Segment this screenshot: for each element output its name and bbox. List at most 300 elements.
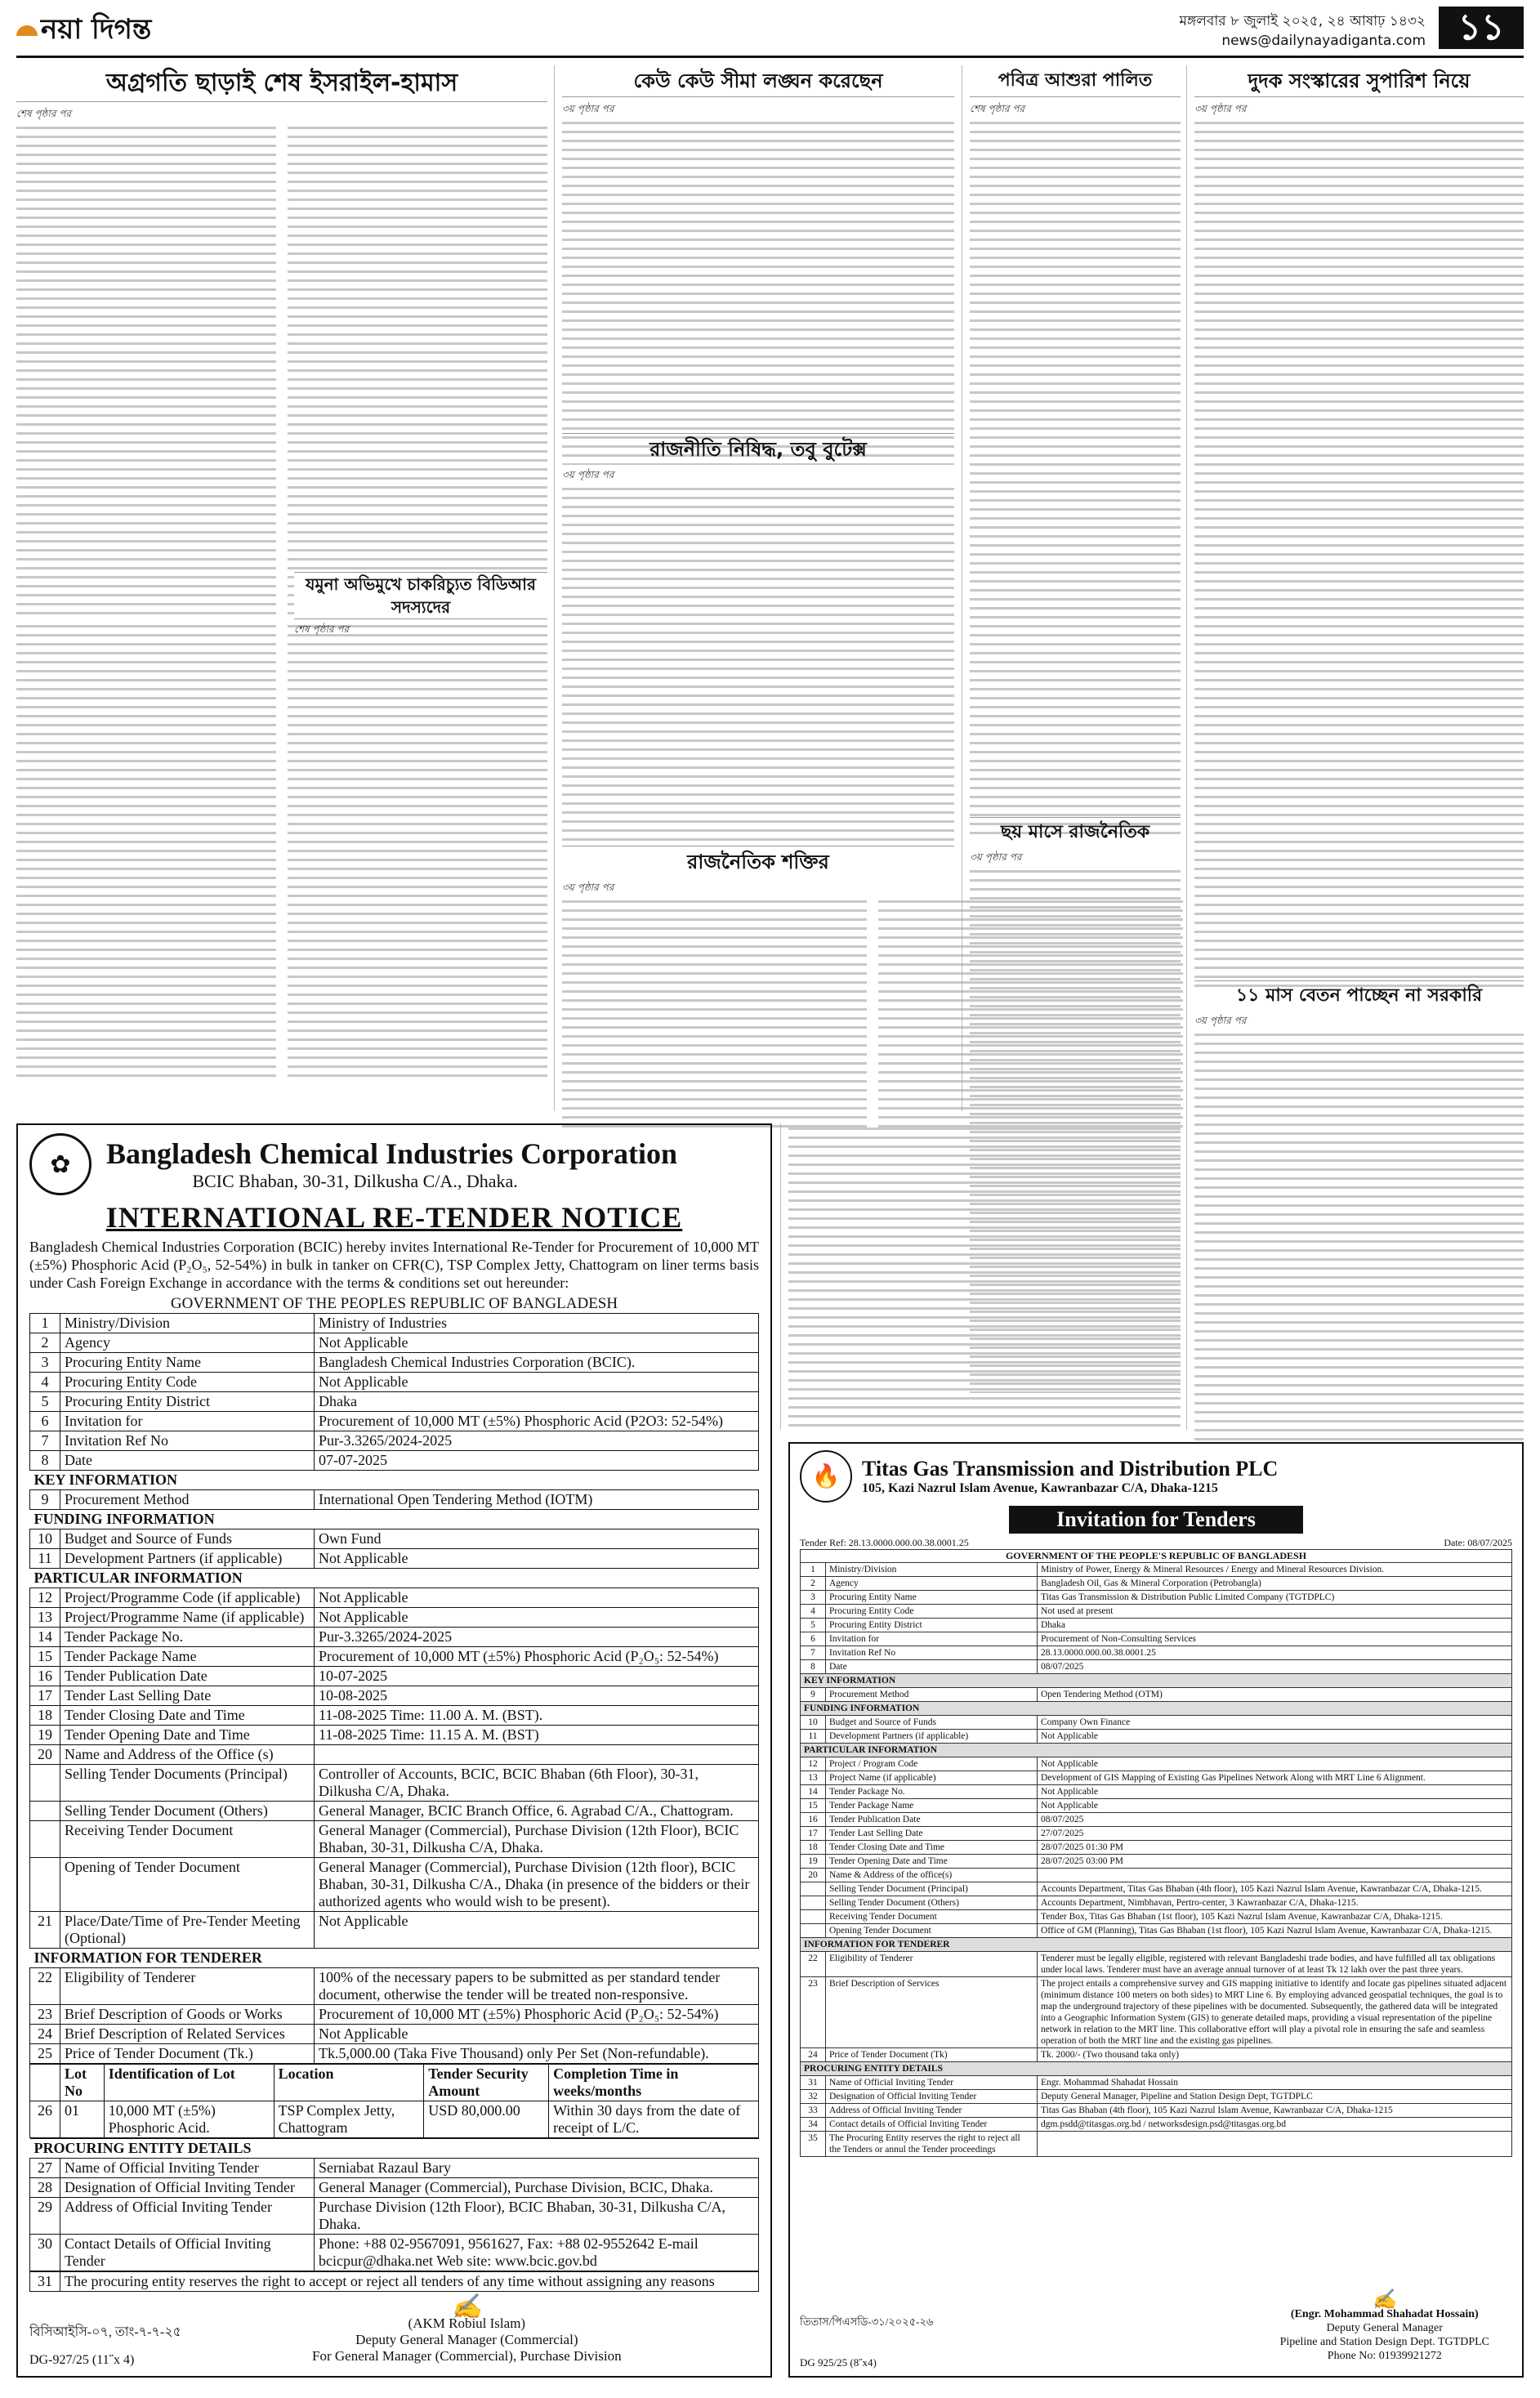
row-value (315, 1745, 759, 1765)
row-label: Procurement Method (826, 1688, 1038, 1702)
titas-date: Date: 08/07/2025 (1444, 1537, 1512, 1548)
table-row (30, 2025, 759, 2044)
row-number: 22 (801, 1952, 826, 1977)
titas-header (800, 1450, 1512, 1503)
article-headline[interactable]: দুদক সংস্কারের সুপারিশ নিয়ে (1194, 65, 1524, 97)
bcic-tender-notice (16, 1123, 772, 2378)
article-headline[interactable]: রাজনীতি নিষিদ্ধ, তবু বুটেক্স (562, 433, 954, 465)
article-jump: শেষ পৃষ্ঠার পর (970, 103, 1025, 114)
article-dudok (1194, 65, 1524, 988)
row-value: Titas Gas Bhaban (4th floor), 105 Kazi Nazrul Islam Avenue, Kawranbazar C/A, Dhaka-1215 (1038, 2104, 1512, 2118)
row-label: Date (826, 1660, 1038, 1674)
article-headline[interactable]: কেউ কেউ সীমা লঙ্ঘন করেছেন (562, 65, 954, 97)
table-row (801, 1591, 1512, 1605)
row-number (801, 1882, 826, 1896)
row-label: Brief Description of Related Services (60, 2025, 315, 2044)
row-value: 10-07-2025 (315, 1667, 759, 1686)
row-value: Ministry of Power, Energy & Mineral Resources / Energy and Mineral Resources Division. (1038, 1563, 1512, 1577)
row-value: Not used at present (1038, 1605, 1512, 1619)
table-row (30, 1431, 759, 1451)
table-row (30, 1314, 759, 1333)
row-label: Tender Package No. (60, 1628, 315, 1647)
bcic-seal-icon: ✿ (29, 1133, 92, 1195)
row-number: 29 (30, 2198, 60, 2235)
titas-gov-line: GOVERNMENT OF THE PEOPLE'S REPUBLIC OF BANGLADESH (800, 1549, 1512, 1562)
article-salary (1194, 980, 1524, 1442)
signer-title: For General Manager (Commercial), Purchase Division (312, 2348, 622, 2364)
row-label: Project/Programme Name (if applicable) (60, 1608, 315, 1628)
row-label: Tender Opening Date and Time (826, 1855, 1038, 1869)
article-body-continued (16, 625, 547, 1083)
section-row (30, 1471, 759, 1490)
row-number: 31 (801, 2076, 826, 2090)
titas-org-name: Titas Gas Transmission and Distribution PLC (862, 1457, 1279, 1480)
row-label: Place/Date/Time of Pre-Tender Meeting (Optional) (60, 1912, 315, 1949)
table-row (30, 2044, 759, 2064)
table-row (30, 1912, 759, 1949)
row-label: Designation of Official Inviting Tender (826, 2090, 1038, 2104)
row-value: Company Own Finance (1038, 1716, 1512, 1730)
lot-row (30, 2101, 759, 2138)
row-value: Pur-3.3265/2024-2025 (315, 1431, 759, 1451)
article-headline[interactable]: যমুনা অভিমুখে চাকরিচ্যুত বিডিআর সদস্যদের (294, 572, 547, 619)
table-row (801, 2118, 1512, 2132)
table-row (801, 1605, 1512, 1619)
section-heading: INFORMATION FOR TENDERER (30, 1949, 759, 1968)
table-row (801, 1646, 1512, 1660)
row-value: Not Applicable (315, 1912, 759, 1949)
table-row (801, 1619, 1512, 1632)
signer-title: Pipeline and Station Design Dept. TGTDPLC (1279, 2336, 1489, 2348)
row-value: Procurement of 10,000 MT (±5%) Phosphoric Acid (P₂O₅: 52-54%) (315, 1647, 759, 1667)
bcic-footer (29, 2321, 759, 2368)
table-row (801, 1785, 1512, 1799)
row-value: Controller of Accounts, BCIC, BCIC Bhaban (6th Floor), 30-31, Dilkusha C/A, Dhaka. (315, 1765, 759, 1802)
signer-phone: Phone No: 01939921272 (1327, 2350, 1442, 2362)
bcic-tender-table (29, 1313, 759, 2064)
section-row (801, 2062, 1512, 2076)
row-label: Procuring Entity Code (826, 1605, 1038, 1619)
row-number: 3 (30, 1353, 60, 1373)
row-label: Invitation for (826, 1632, 1038, 1646)
row-label: Tender Package Name (826, 1799, 1038, 1813)
row-number: 23 (801, 1977, 826, 2048)
bcic-header (29, 1133, 759, 1195)
row-label: Procuring Entity Name (60, 1353, 315, 1373)
row-number: 14 (30, 1628, 60, 1647)
bcic-ref-bn: বিসিআইসি-০৭, তাং-৭-৭-২৫ (29, 2325, 182, 2339)
row-value: Not Applicable (1038, 1799, 1512, 1813)
table-row (801, 1910, 1512, 1924)
article-ashura (970, 65, 1181, 841)
row-label: Ministry/Division (826, 1563, 1038, 1577)
table-row (801, 1882, 1512, 1896)
table-row (801, 2132, 1512, 2157)
lot-security: USD 80,000.00 (424, 2101, 549, 2138)
row-label: Selling Tender Document (Others) (60, 1802, 315, 1821)
article-body (562, 122, 954, 465)
row-number: 32 (801, 2090, 826, 2104)
row-label: Tender Last Selling Date (826, 1827, 1038, 1841)
article-headline[interactable]: রাজনৈতিক শক্তির (562, 846, 954, 877)
article-body (970, 122, 1181, 841)
masthead-meta (1180, 11, 1426, 51)
article-body (1194, 1034, 1524, 1442)
section-heading: PARTICULAR INFORMATION (801, 1744, 1512, 1757)
bcic-entity-table (29, 2138, 759, 2271)
row-value: Phone: +88 02-9567091, 9561627, Fax: +88 02-9552642 E-mail bcicpur@dhaka.net Web site: www.bcic.gov.bd (315, 2235, 759, 2271)
newspaper-logo[interactable] (16, 8, 151, 55)
section-row (30, 1569, 759, 1588)
row-label: Selling Tender Document (Others) (826, 1896, 1038, 1910)
table-row (801, 2104, 1512, 2118)
row-value: Office of GM (Planning), Titas Gas Bhaban (1st floor), 105 Kazi Nazrul Islam Avenue, Kawranbazar C/A, Dhaka-1215. (1038, 1924, 1512, 1938)
table-row (30, 1968, 759, 2005)
row-label: Tender Package No. (826, 1785, 1038, 1799)
row-label: Designation of Official Inviting Tender (60, 2178, 315, 2198)
row-label: Procuring Entity Name (826, 1591, 1038, 1605)
titas-address: 105, Kazi Nazrul Islam Avenue, Kawranbazar C/A, Dhaka-1215 (862, 1481, 1218, 1495)
row-number: 10 (30, 1529, 60, 1549)
row-label: Tender Closing Date and Time (826, 1841, 1038, 1855)
bcic-row31-table (29, 2271, 759, 2292)
row-value: Not Applicable (315, 1588, 759, 1608)
article-politics-banned (562, 433, 954, 847)
row-value: 27/07/2025 (1038, 1827, 1512, 1841)
row-value: 28.13.0000.000.00.38.0001.25 (1038, 1646, 1512, 1660)
page-number: ১১ (1439, 7, 1524, 49)
bcic-lot-table (29, 2064, 759, 2138)
row-value: Bangladesh Chemical Industries Corporation (BCIC). (315, 1353, 759, 1373)
table-row (801, 2076, 1512, 2090)
row-value: 28/07/2025 03:00 PM (1038, 1855, 1512, 1869)
signature-icon: ✍ (1372, 2289, 1397, 2311)
article-jump: ৩য় পৃষ্ঠার পর (562, 882, 614, 893)
table-row (30, 1529, 759, 1549)
row-label: Selling Tender Documents (Principal) (60, 1765, 315, 1802)
table-row (30, 1451, 759, 1471)
article-border (562, 65, 954, 465)
row-number: 6 (30, 1412, 60, 1431)
row-number: 4 (30, 1373, 60, 1392)
table-row (30, 2235, 759, 2271)
row-number (30, 1821, 60, 1858)
row-label: Name and Address of the Office (s) (60, 1745, 315, 1765)
table-row (30, 2198, 759, 2235)
row-label: Agency (60, 1333, 315, 1353)
row-number: 15 (801, 1799, 826, 1813)
row-number: 24 (801, 2048, 826, 2062)
site-email[interactable]: news@dailynayadiganta.com (1221, 33, 1426, 49)
row-value: 11-08-2025 Time: 11.00 A. M. (BST). (315, 1706, 759, 1726)
section-heading: PARTICULAR INFORMATION (30, 1569, 759, 1588)
row-label: Name & Address of the office(s) (826, 1869, 1038, 1882)
table-row (30, 1647, 759, 1667)
section-row (801, 1938, 1512, 1952)
row-value: Serniabat Razaul Bary (315, 2159, 759, 2178)
row-value: Accounts Department, Titas Gas Bhaban (4th floor), 105 Kazi Nazrul Islam Avenue, Kawranbazar C/A, Dhaka-1215. (1038, 1882, 1512, 1896)
titas-ref: Tender Ref: 28.13.0000.000.00.38.0001.25 (800, 1537, 969, 1548)
column-rule (780, 1123, 781, 1430)
row-value: Tender Box, Titas Gas Bhaban (1st floor), 105 Kazi Nazrul Islam Avenue, Kawranbazar C/A, Dhaka-1215. (1038, 1910, 1512, 1924)
row-number: 7 (801, 1646, 826, 1660)
row-value: General Manager (Commercial), Purchase Division (12th Floor), BCIC Bhaban, 30-31, Dilkusha C/A, Dhaka. (315, 1821, 759, 1858)
row-number: 12 (801, 1757, 826, 1771)
lot-header-row (30, 2065, 759, 2101)
section-heading: INFORMATION FOR TENDERER (801, 1938, 1512, 1952)
section-heading: KEY INFORMATION (30, 1471, 759, 1490)
row-label: Budget and Source of Funds (60, 1529, 315, 1549)
row-number: 3 (801, 1591, 826, 1605)
table-row (801, 1771, 1512, 1785)
row-number: 5 (30, 1392, 60, 1412)
section-heading: PROCURING ENTITY DETAILS (801, 2062, 1512, 2076)
row-value: Open Tendering Method (OTM) (1038, 1688, 1512, 1702)
row-label: Tender Publication Date (826, 1813, 1038, 1827)
row-number: 16 (801, 1813, 826, 1827)
row-label: Tender Opening Date and Time (60, 1726, 315, 1745)
article-headline[interactable]: ছয় মাসে রাজনৈতিক (970, 817, 1181, 847)
row-value: Not Applicable (1038, 1785, 1512, 1799)
row-value: 08/07/2025 (1038, 1660, 1512, 1674)
row-label: Brief Description of Goods or Works (60, 2005, 315, 2025)
row-label: Opening of Tender Document (60, 1858, 315, 1912)
table-row (30, 1333, 759, 1353)
titas-dg-code: DG 925/25 (8˝x4) (800, 2356, 877, 2369)
article-jump: ৩য় পৃষ্ঠার পর (562, 469, 614, 480)
row-value: Bangladesh Oil, Gas & Mineral Corporation (Petrobangla) (1038, 1577, 1512, 1591)
row-number: 27 (30, 2159, 60, 2178)
row-number: 12 (30, 1588, 60, 1608)
row-number (30, 1765, 60, 1802)
table-row (30, 1412, 759, 1431)
table-row (801, 1977, 1512, 2048)
row-number: 23 (30, 2005, 60, 2025)
row-value: Dhaka (315, 1392, 759, 1412)
bcic-org-name: Bangladesh Chemical Industries Corporation (106, 1137, 678, 1170)
lot-identification: 10,000 MT (±5%) Phosphoric Acid. (104, 2101, 274, 2138)
row-value: Titas Gas Transmission & Distribution Public Limited Company (TGTDPLC) (1038, 1591, 1512, 1605)
row-number: 17 (801, 1827, 826, 1841)
row-value: Accounts Department, Nimbhavan, Pertro-center, 3 Kawranbazar C/A, Dhaka-1215. (1038, 1896, 1512, 1910)
table-row (801, 1730, 1512, 1744)
row-label: Budget and Source of Funds (826, 1716, 1038, 1730)
row-number: 2 (801, 1577, 826, 1591)
column-rule (554, 65, 555, 1111)
signature-icon: ✍ (451, 2293, 482, 2321)
row-value: Not Applicable (315, 1373, 759, 1392)
table-row (30, 1373, 759, 1392)
row-number: 8 (801, 1660, 826, 1674)
table-row (30, 1858, 759, 1912)
row-value: Own Fund (315, 1529, 759, 1549)
row-label: Agency (826, 1577, 1038, 1591)
titas-notice-title: Invitation for Tenders (1009, 1506, 1303, 1534)
article-headline[interactable]: অগ্রগতি ছাড়াই শেষ ইসরাইল-হামাস (16, 65, 547, 102)
row-number: 8 (30, 1451, 60, 1471)
row-label: Address of Official Inviting Tender (826, 2104, 1038, 2118)
table-row (801, 1632, 1512, 1646)
table-row (30, 1628, 759, 1647)
section-heading: FUNDING INFORMATION (30, 1510, 759, 1529)
table-row: 31 The procuring entity reserves the right to accept or reject all tenders of any time without assigning any reasons (30, 2272, 759, 2292)
titas-ref-row (800, 1537, 1512, 1549)
lot-header-cell: Identification of Lot (104, 2065, 274, 2101)
row-label: Address of Official Inviting Tender (60, 2198, 315, 2235)
row-label: The Procuring Entity reserves the right to reject all the Tenders or annul the Tender proceedings (826, 2132, 1038, 2157)
section-heading: FUNDING INFORMATION (801, 1702, 1512, 1716)
row-label: Brief Description of Services (826, 1977, 1038, 2048)
row-label: Price of Tender Document (Tk) (826, 2048, 1038, 2062)
table-row (801, 1577, 1512, 1591)
article-jump: ৩য় পৃষ্ঠার পর (1194, 103, 1247, 114)
table-row (30, 1821, 759, 1858)
row-value: Not Applicable (315, 1333, 759, 1353)
section-row (801, 1674, 1512, 1688)
article-jump: শেষ পৃষ্ঠার পর (294, 623, 350, 635)
lot-completion: Within 30 days from the date of receipt of L/C. (549, 2101, 759, 2138)
titas-flame-logo-icon: 🔥 (800, 1450, 852, 1503)
row-label: Development Partners (if applicable) (826, 1730, 1038, 1744)
row-label: Tender Package Name (60, 1647, 315, 1667)
table-row (801, 1952, 1512, 1977)
row-label: Procuring Entity District (60, 1392, 315, 1412)
section-row (801, 1702, 1512, 1716)
table-row (30, 1802, 759, 1821)
row-value: 07-07-2025 (315, 1451, 759, 1471)
row-label: Tender Last Selling Date (60, 1686, 315, 1706)
table-row (801, 1827, 1512, 1841)
table-row (801, 1716, 1512, 1730)
row-number: 19 (801, 1855, 826, 1869)
row-number: 17 (30, 1686, 60, 1706)
table-row (801, 1799, 1512, 1813)
lot-location: TSP Complex Jetty, Chattogram (274, 2101, 424, 2138)
section-row (801, 1744, 1512, 1757)
masthead (16, 7, 1524, 58)
table-row (801, 2090, 1512, 2104)
row-label: Tender Publication Date (60, 1667, 315, 1686)
row-number: 13 (801, 1771, 826, 1785)
row-value: Tk. 2000/- (Two thousand taka only) (1038, 2048, 1512, 2062)
row-label: Development Partners (if applicable) (60, 1549, 315, 1569)
table-row (801, 1563, 1512, 1577)
row-number: 11 (30, 1549, 60, 1569)
article-bdr (294, 572, 547, 639)
article-jump: ৩য় পৃষ্ঠার পর (562, 103, 614, 114)
row-number: 1 (801, 1563, 826, 1577)
article-headline[interactable]: পবিত্র আশুরা পালিত (970, 65, 1181, 97)
row-label: Name of Official Inviting Tender (826, 2076, 1038, 2090)
row-label: Procuring Entity Code (60, 1373, 315, 1392)
row-value: Tenderer must be legally eligible, registered with relevant Bangladeshi trade bodies, and have fulfilled all tax obligations under local laws. Tenderer must have an average annual turnover of at least Tk 12 lakh over the past three years. (1038, 1952, 1512, 1977)
article-body (1194, 122, 1524, 988)
row-number: 15 (30, 1647, 60, 1667)
article-jump: শেষ পৃষ্ঠার পর (16, 108, 72, 119)
article-jump: ৩য় পৃষ্ঠার পর (1194, 1015, 1247, 1026)
table-row (30, 1608, 759, 1628)
signer-title: Deputy General Manager (Commercial) (355, 2332, 578, 2347)
row-number: 6 (801, 1632, 826, 1646)
row-number: 4 (801, 1605, 826, 1619)
article-body (562, 488, 954, 847)
row-value: Ministry of Industries (315, 1314, 759, 1333)
row-number: 11 (801, 1730, 826, 1744)
row-label: Invitation Ref No (60, 1431, 315, 1451)
row-number: 35 (801, 2132, 826, 2157)
titas-tender-table (800, 1562, 1512, 2157)
row-value: Deputy General Manager, Pipeline and Station Design Dept, TGTDPLC (1038, 2090, 1512, 2104)
row-label: Price of Tender Document (Tk.) (60, 2044, 315, 2064)
row-label: Project/Programme Code (if applicable) (60, 1588, 315, 1608)
table-row (801, 1896, 1512, 1910)
row-number: 9 (30, 1490, 60, 1510)
row-number: 34 (801, 2118, 826, 2132)
row-value: General Manager (Commercial), Purchase Division, BCIC, Dhaka. (315, 2178, 759, 2198)
row-value: Procurement of 10,000 MT (±5%) Phosphoric Acid (P₂O₅: 52-54%) (315, 2005, 759, 2025)
row-label: Invitation for (60, 1412, 315, 1431)
table-row (801, 1813, 1512, 1827)
row-number: 24 (30, 2025, 60, 2044)
row-number: 20 (30, 1745, 60, 1765)
row-value: 100% of the necessary papers to be submitted as per standard tender document, otherwise the tender will be treated non-responsive. (315, 1968, 759, 2005)
row-value (1038, 2132, 1512, 2157)
bcic-address: BCIC Bhaban, 30-31, Dilkusha C/A., Dhaka. (192, 1171, 518, 1191)
row-value: 08/07/2025 (1038, 1813, 1512, 1827)
row-value: 28/07/2025 01:30 PM (1038, 1841, 1512, 1855)
row-value: Not Applicable (315, 1608, 759, 1628)
bcic-gov-line: GOVERNMENT OF THE PEOPLES REPUBLIC OF BANGLADESH (170, 1295, 618, 1312)
row-number: 10 (801, 1716, 826, 1730)
row-number: 13 (30, 1608, 60, 1628)
bcic-dg-code: DG-927/25 (11˝x 4) (29, 2353, 135, 2367)
row-number: 21 (30, 1912, 60, 1949)
lot-header-cell: Tender Security Amount (424, 2065, 549, 2101)
row-number: 2 (30, 1333, 60, 1353)
row-number: 16 (30, 1667, 60, 1686)
table-row (30, 2159, 759, 2178)
sun-icon (16, 25, 38, 36)
signer-title: Deputy General Manager (1326, 2322, 1443, 2334)
row-number: 9 (801, 1688, 826, 1702)
lot-row-number: 26 (30, 2101, 60, 2138)
row-value: International Open Tendering Method (IOTM) (315, 1490, 759, 1510)
section-heading: PROCURING ENTITY DETAILS (30, 2139, 759, 2159)
table-row (801, 1924, 1512, 1938)
row-value: The project entails a comprehensive survey and GIS mapping initiative to identify and locate gas pipelines situated adjacent (minimum distance 100 meters on both sides) to MRT Line 6. By employing advanced geospatial techniques, the goal is to map the underground trajectory of these pipelines with be documented. Subsequently, the gathered data will be integrated into a Geographic Information System (GIS) to generate detailed maps, providing a visual representation of the pipeline network in relation to the MRT line. This collaborative effort will play a pivotal role in ensuring the safe and seamless operation of both the MRT line and the existing gas pipelines. (1038, 1977, 1512, 2048)
row-number: 7 (30, 1431, 60, 1451)
row-number: 19 (30, 1726, 60, 1745)
row-number: 33 (801, 2104, 826, 2118)
row-label: Project / Program Code (826, 1757, 1038, 1771)
row-label: Opening Tender Document (826, 1924, 1038, 1938)
row-number (801, 1924, 826, 1938)
section-row (30, 2139, 759, 2159)
table-row (30, 2178, 759, 2198)
row-number (30, 1858, 60, 1912)
table-row (30, 1667, 759, 1686)
row-value: Not Applicable (315, 1549, 759, 1569)
row-label: Project Name (if applicable) (826, 1771, 1038, 1785)
lot-no: 01 (60, 2101, 105, 2138)
section-heading: KEY INFORMATION (801, 1674, 1512, 1688)
row-label: Contact details of Official Inviting Tender (826, 2118, 1038, 2132)
table-row (801, 1869, 1512, 1882)
table-row (30, 1686, 759, 1706)
article-headline[interactable]: ১১ মাস বেতন পাচ্ছেন না সরকারি (1194, 980, 1524, 1011)
row-number: 22 (30, 1968, 60, 2005)
row-label: Procurement Method (60, 1490, 315, 1510)
